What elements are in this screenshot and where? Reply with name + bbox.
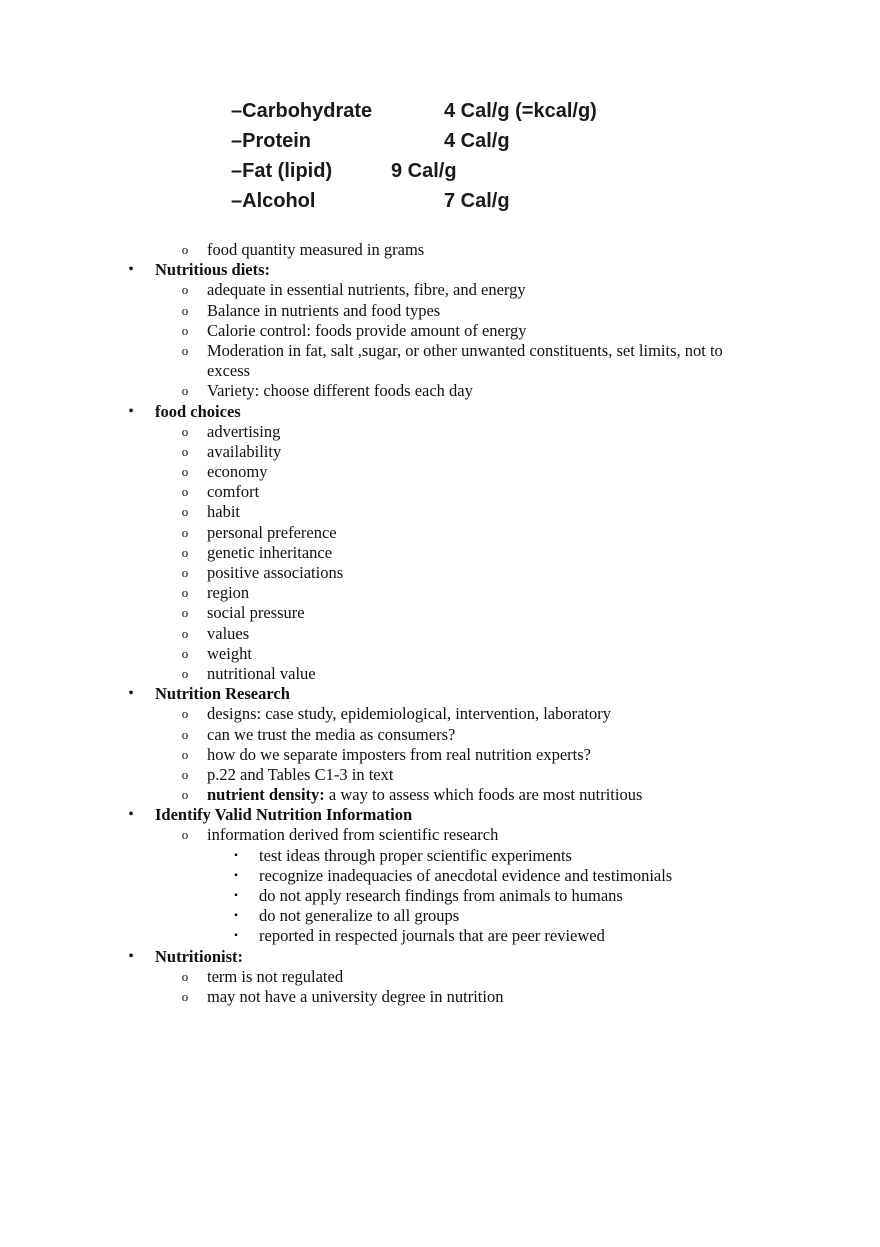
list-item: o information derived from scientific research: [0, 825, 880, 845]
circle-bullet-icon: o: [181, 988, 189, 1004]
section-heading-food-choices: • food choices: [0, 402, 880, 422]
list-item: o food quantity measured in grams: [0, 240, 880, 260]
circle-bullet-icon: o: [181, 282, 189, 298]
circle-bullet-icon: o: [181, 968, 189, 984]
bullet-icon: •: [128, 947, 134, 965]
list-item: o adequate in essential nutrients, fibre, and energy: [0, 280, 880, 300]
circle-bullet-icon: o: [181, 383, 189, 399]
circle-bullet-icon: o: [181, 645, 189, 661]
energy-table: [231, 98, 651, 220]
list-item: o can we trust the media as consumers?: [0, 725, 880, 745]
sub-list-item: ▪ do not generalize to all groups: [0, 906, 880, 926]
list-item: o habit: [0, 502, 880, 522]
bullet-icon: •: [128, 261, 134, 279]
list-item: o weight: [0, 644, 880, 664]
list-item: o positive associations: [0, 563, 880, 583]
list-item: o Calorie control: foods provide amount of energy: [0, 321, 880, 341]
circle-bullet-icon: o: [181, 706, 189, 722]
section-heading-valid-info: • Identify Valid Nutrition Information: [0, 805, 880, 825]
circle-bullet-icon: o: [181, 464, 189, 480]
circle-bullet-icon: o: [181, 746, 189, 762]
energy-name: –Protein: [231, 130, 312, 152]
circle-bullet-icon: o: [181, 766, 189, 782]
list-item: o term is not regulated: [0, 967, 880, 987]
list-item: o comfort: [0, 482, 880, 502]
section-heading-nutritious-diets: • Nutritious diets:: [0, 260, 880, 280]
list-item-continuation: excess: [207, 361, 251, 381]
sub-list-item: ▪ test ideas through proper scientific experiments: [0, 846, 880, 866]
energy-value: 4 Cal/g: [444, 130, 510, 152]
circle-bullet-icon: o: [181, 484, 189, 500]
list-item: o nutritional value: [0, 664, 880, 684]
list-item: o economy: [0, 462, 880, 482]
circle-bullet-icon: o: [181, 665, 189, 681]
circle-bullet-icon: o: [181, 302, 189, 318]
energy-value: 7 Cal/g: [444, 190, 510, 212]
list-item: o designs: case study, epidemiological, intervention, laboratory: [0, 704, 880, 724]
circle-bullet-icon: o: [181, 524, 189, 540]
circle-bullet-icon: o: [181, 787, 189, 803]
notes-outline: [0, 240, 880, 1007]
bullet-icon: •: [128, 402, 134, 420]
sub-list-item: ▪ recognize inadequacies of anecdotal evidence and testimonials: [0, 866, 880, 886]
list-item: o values: [0, 624, 880, 644]
energy-value: 4 Cal/g (=kcal/g): [444, 100, 597, 122]
circle-bullet-icon: o: [181, 504, 189, 520]
list-item: o p.22 and Tables C1-3 in text: [0, 765, 880, 785]
list-item: o advertising: [0, 422, 880, 442]
square-bullet-icon: ▪: [234, 890, 238, 901]
circle-bullet-icon: o: [181, 423, 189, 439]
circle-bullet-icon: o: [181, 342, 189, 358]
energy-value: 9 Cal/g: [391, 160, 457, 182]
circle-bullet-icon: o: [181, 544, 189, 560]
nutrient-density-term: nutrient density:: [207, 785, 325, 805]
circle-bullet-icon: o: [181, 625, 189, 641]
list-item: o personal preference: [0, 523, 880, 543]
nutrient-density-text: a way to assess which foods are most nutritious: [324, 785, 643, 805]
list-item: o social pressure: [0, 603, 880, 623]
list-item: o region: [0, 583, 880, 603]
list-item: o may not have a university degree in nutrition: [0, 987, 880, 1007]
circle-bullet-icon: o: [181, 242, 189, 257]
square-bullet-icon: ▪: [234, 930, 238, 942]
circle-bullet-icon: o: [181, 565, 189, 580]
bullet-icon: •: [128, 806, 134, 824]
square-bullet-icon: ▪: [234, 869, 238, 881]
circle-bullet-icon: o: [181, 605, 189, 621]
list-item: o Variety: choose different foods each day: [0, 381, 880, 401]
energy-name: –Alcohol: [231, 190, 316, 212]
sub-list-item: ▪ reported in respected journals that are peer reviewed: [0, 926, 880, 946]
list-item: o Balance in nutrients and food types: [0, 301, 880, 321]
list-item: [0, 785, 880, 805]
circle-bullet-icon: o: [181, 443, 189, 459]
circle-bullet-icon: o: [181, 827, 189, 843]
circle-bullet-icon: o: [181, 322, 189, 338]
list-item: o availability: [0, 442, 880, 462]
list-item: o how do we separate imposters from real nutrition experts?: [0, 745, 880, 765]
square-bullet-icon: ▪: [234, 910, 238, 922]
sub-list-item: ▪ do not apply research findings from animals to humans: [0, 886, 880, 906]
circle-bullet-icon: o: [181, 585, 189, 601]
energy-name: –Fat (lipid): [231, 160, 333, 182]
list-item: o genetic inheritance: [0, 543, 880, 563]
section-heading-nutritionist: • Nutritionist:: [0, 947, 880, 967]
circle-bullet-icon: o: [181, 726, 189, 742]
energy-name: –Carbohydrate: [231, 100, 373, 122]
bullet-icon: •: [128, 685, 134, 703]
section-heading-nutrition-research: • Nutrition Research: [0, 684, 880, 704]
list-item: o Moderation in fat, salt ,sugar, or other unwanted constituents, set limits, not to: [0, 341, 880, 361]
square-bullet-icon: ▪: [234, 849, 238, 861]
nutrient-density-item: [207, 785, 642, 805]
